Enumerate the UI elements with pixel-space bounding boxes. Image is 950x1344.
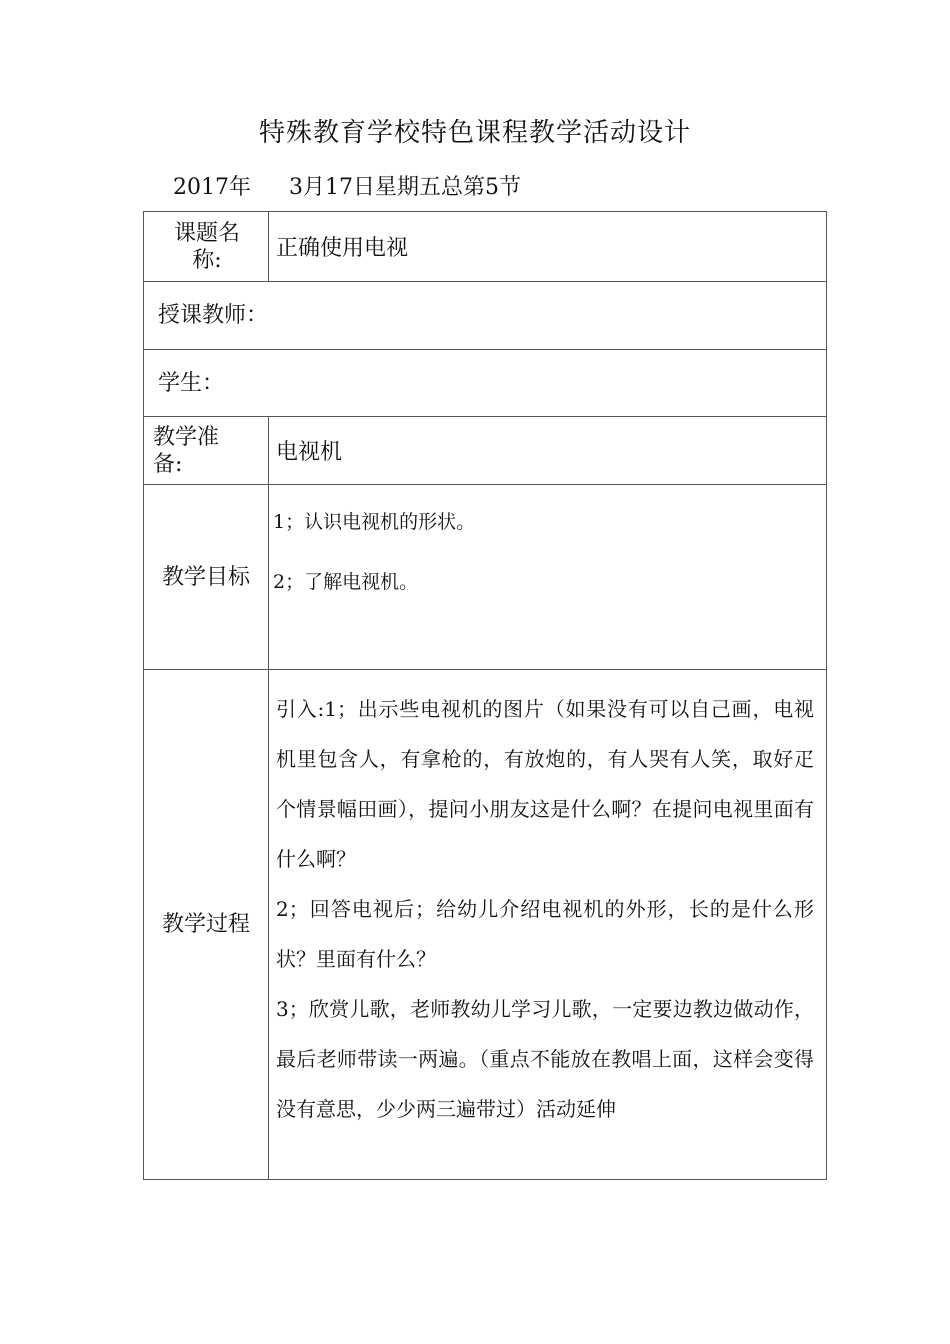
date-year: 2017年 [173,175,251,200]
students-label: 学生： [158,370,225,396]
row-students [144,350,827,417]
goals-label-cell [144,485,269,670]
row-teacher [144,282,827,350]
lesson-plan-table [143,211,827,1180]
students-cell [144,350,827,417]
topic-value: 正确使用电视 [276,236,409,261]
row-process [144,670,827,1180]
goals-label: 教学目标 [161,564,250,590]
teacher-label: 授课教师： [158,303,269,328]
teacher-cell [144,282,827,350]
process-label: 教学过程 [161,912,250,937]
process-paragraph: 引入:1；出示些电视机的图片（如果没有可以自己画，电视机里包含人，有拿枪的，有放炮的，有人哭有人笑，取好疋个情景幅田画），提问小朋友这是什么啊？在提问电视里面有什么啊？ [276,697,814,871]
process-label-cell [144,670,269,1180]
topic-label: 课题名称: [173,220,240,273]
process-content [269,670,826,1142]
goal-item: 2；了解电视机。 [273,571,419,593]
row-prep [144,417,827,485]
row-goals [144,485,827,670]
prep-label-cell [144,417,269,485]
prep-value: 电视机 [276,440,343,465]
prep-label: 教学准备: [153,424,220,477]
goal-item: 1；认识电视机的形状。 [273,511,476,533]
process-value-cell [269,670,827,1180]
page-title: 特殊教育学校特色课程教学活动设计 [258,118,691,148]
date-line [173,170,521,201]
goals-value-cell [269,485,827,670]
process-paragraph: 3；欣赏儿歌，老师教幼儿学习儿歌，一定要边教边做动作，最后老师带读一两遍。（重点不能放在教唱上面，这样会变得没有意思，少少两三遍带过）活动延伸 [276,997,814,1121]
prep-value-cell [269,417,827,485]
topic-label-cell [144,212,269,282]
topic-value-cell [269,212,827,282]
date-detail: 3月17日星期五总第5节 [289,175,521,200]
row-topic [144,212,827,282]
process-paragraph: 2；回答电视后；给幼儿介绍电视机的外形，长的是什么形状？里面有什么？ [276,897,814,971]
